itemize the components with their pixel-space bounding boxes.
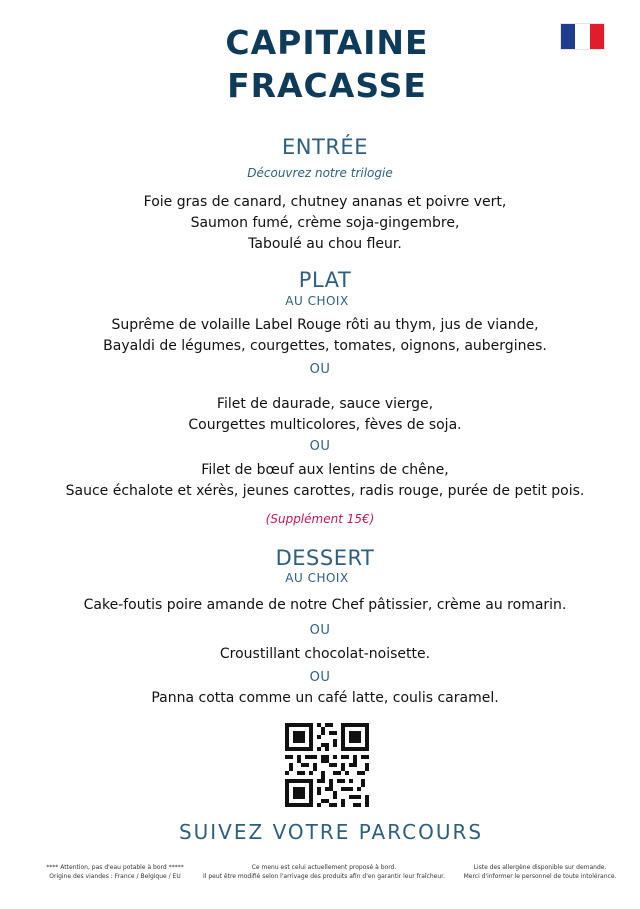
or-separator: OU [309,670,331,685]
footer-left [30,863,200,881]
plat-option-1 [0,315,640,357]
footer-text: **** Attention, pas d'eau potable à bord ***** [46,864,184,871]
dessert-option-1 [0,595,640,616]
dessert-line: Panna cotta comme un café latte, coulis caramel. [151,690,499,706]
entree-line: Foie gras de canard, chutney ananas et poivre vert, [143,194,507,210]
plat-option-2 [0,394,640,436]
footer-text: Liste des allergène disponible sur demande. [473,864,607,871]
dessert-subheading: AU CHOIX [285,571,349,585]
or-separator: OU [309,439,331,454]
plat-line: Courgettes multicolores, fèves de soja. [188,417,462,433]
follow-route-caption: SUIVEZ VOTRE PARCOURS [178,820,484,844]
entree-line: Taboulé au chou fleur. [248,236,402,252]
entree-line: Saumon fumé, crème soja-gingembre, [190,215,460,231]
footer-text: Il peut être modifié selon l'arrivage des produits afin d'en garantir leur fraîcheur. [203,873,445,880]
entree-subtitle: Découvrez notre trilogie [247,166,393,180]
restaurant-title-line1: CAPITAINE [225,23,429,62]
plat-line: Bayaldi de légumes, courgettes, tomates, oignons, aubergines. [103,338,547,354]
plat-heading: PLAT [298,268,352,292]
dessert-option-2 [0,644,640,665]
entree-dishes [0,192,640,255]
or-separator: OU [309,623,331,638]
dessert-line: Croustillant chocolat-noisette. [219,646,431,662]
footer-text: Merci d'informer le personnel de toute intolérance. [463,873,617,880]
plat-line: Filet de daurade, sauce vierge, [216,396,434,412]
plat-subheading: AU CHOIX [285,294,349,308]
footer-text: Ce menu est celui actuellement proposé à bord. [251,864,397,871]
plat-line: Filet de bœuf aux lentins de chêne, [201,462,449,478]
plat-line: Suprême de volaille Label Rouge rôti au thym, jus de viande, [111,317,539,333]
supplement-note: (Supplément 15€) [265,512,375,526]
qr-code-icon[interactable] [285,723,369,807]
entree-heading: ENTRÉE [282,135,368,159]
footer-right [458,863,622,881]
or-separator: OU [309,362,331,377]
dessert-option-3 [0,688,640,709]
dessert-heading: DESSERT [275,546,375,570]
restaurant-title-line2: FRACASSE [227,66,427,105]
plat-line: Sauce échalote et xérès, jeunes carottes, radis rouge, purée de petit pois. [65,483,585,499]
dessert-line: Cake-foutis poire amande de notre Chef pâtissier, crème au romarin. [83,597,567,613]
footer-text: Origine des viandes : France / Belgique / EU [49,873,181,880]
plat-option-3 [0,460,640,502]
footer-center [200,863,448,881]
